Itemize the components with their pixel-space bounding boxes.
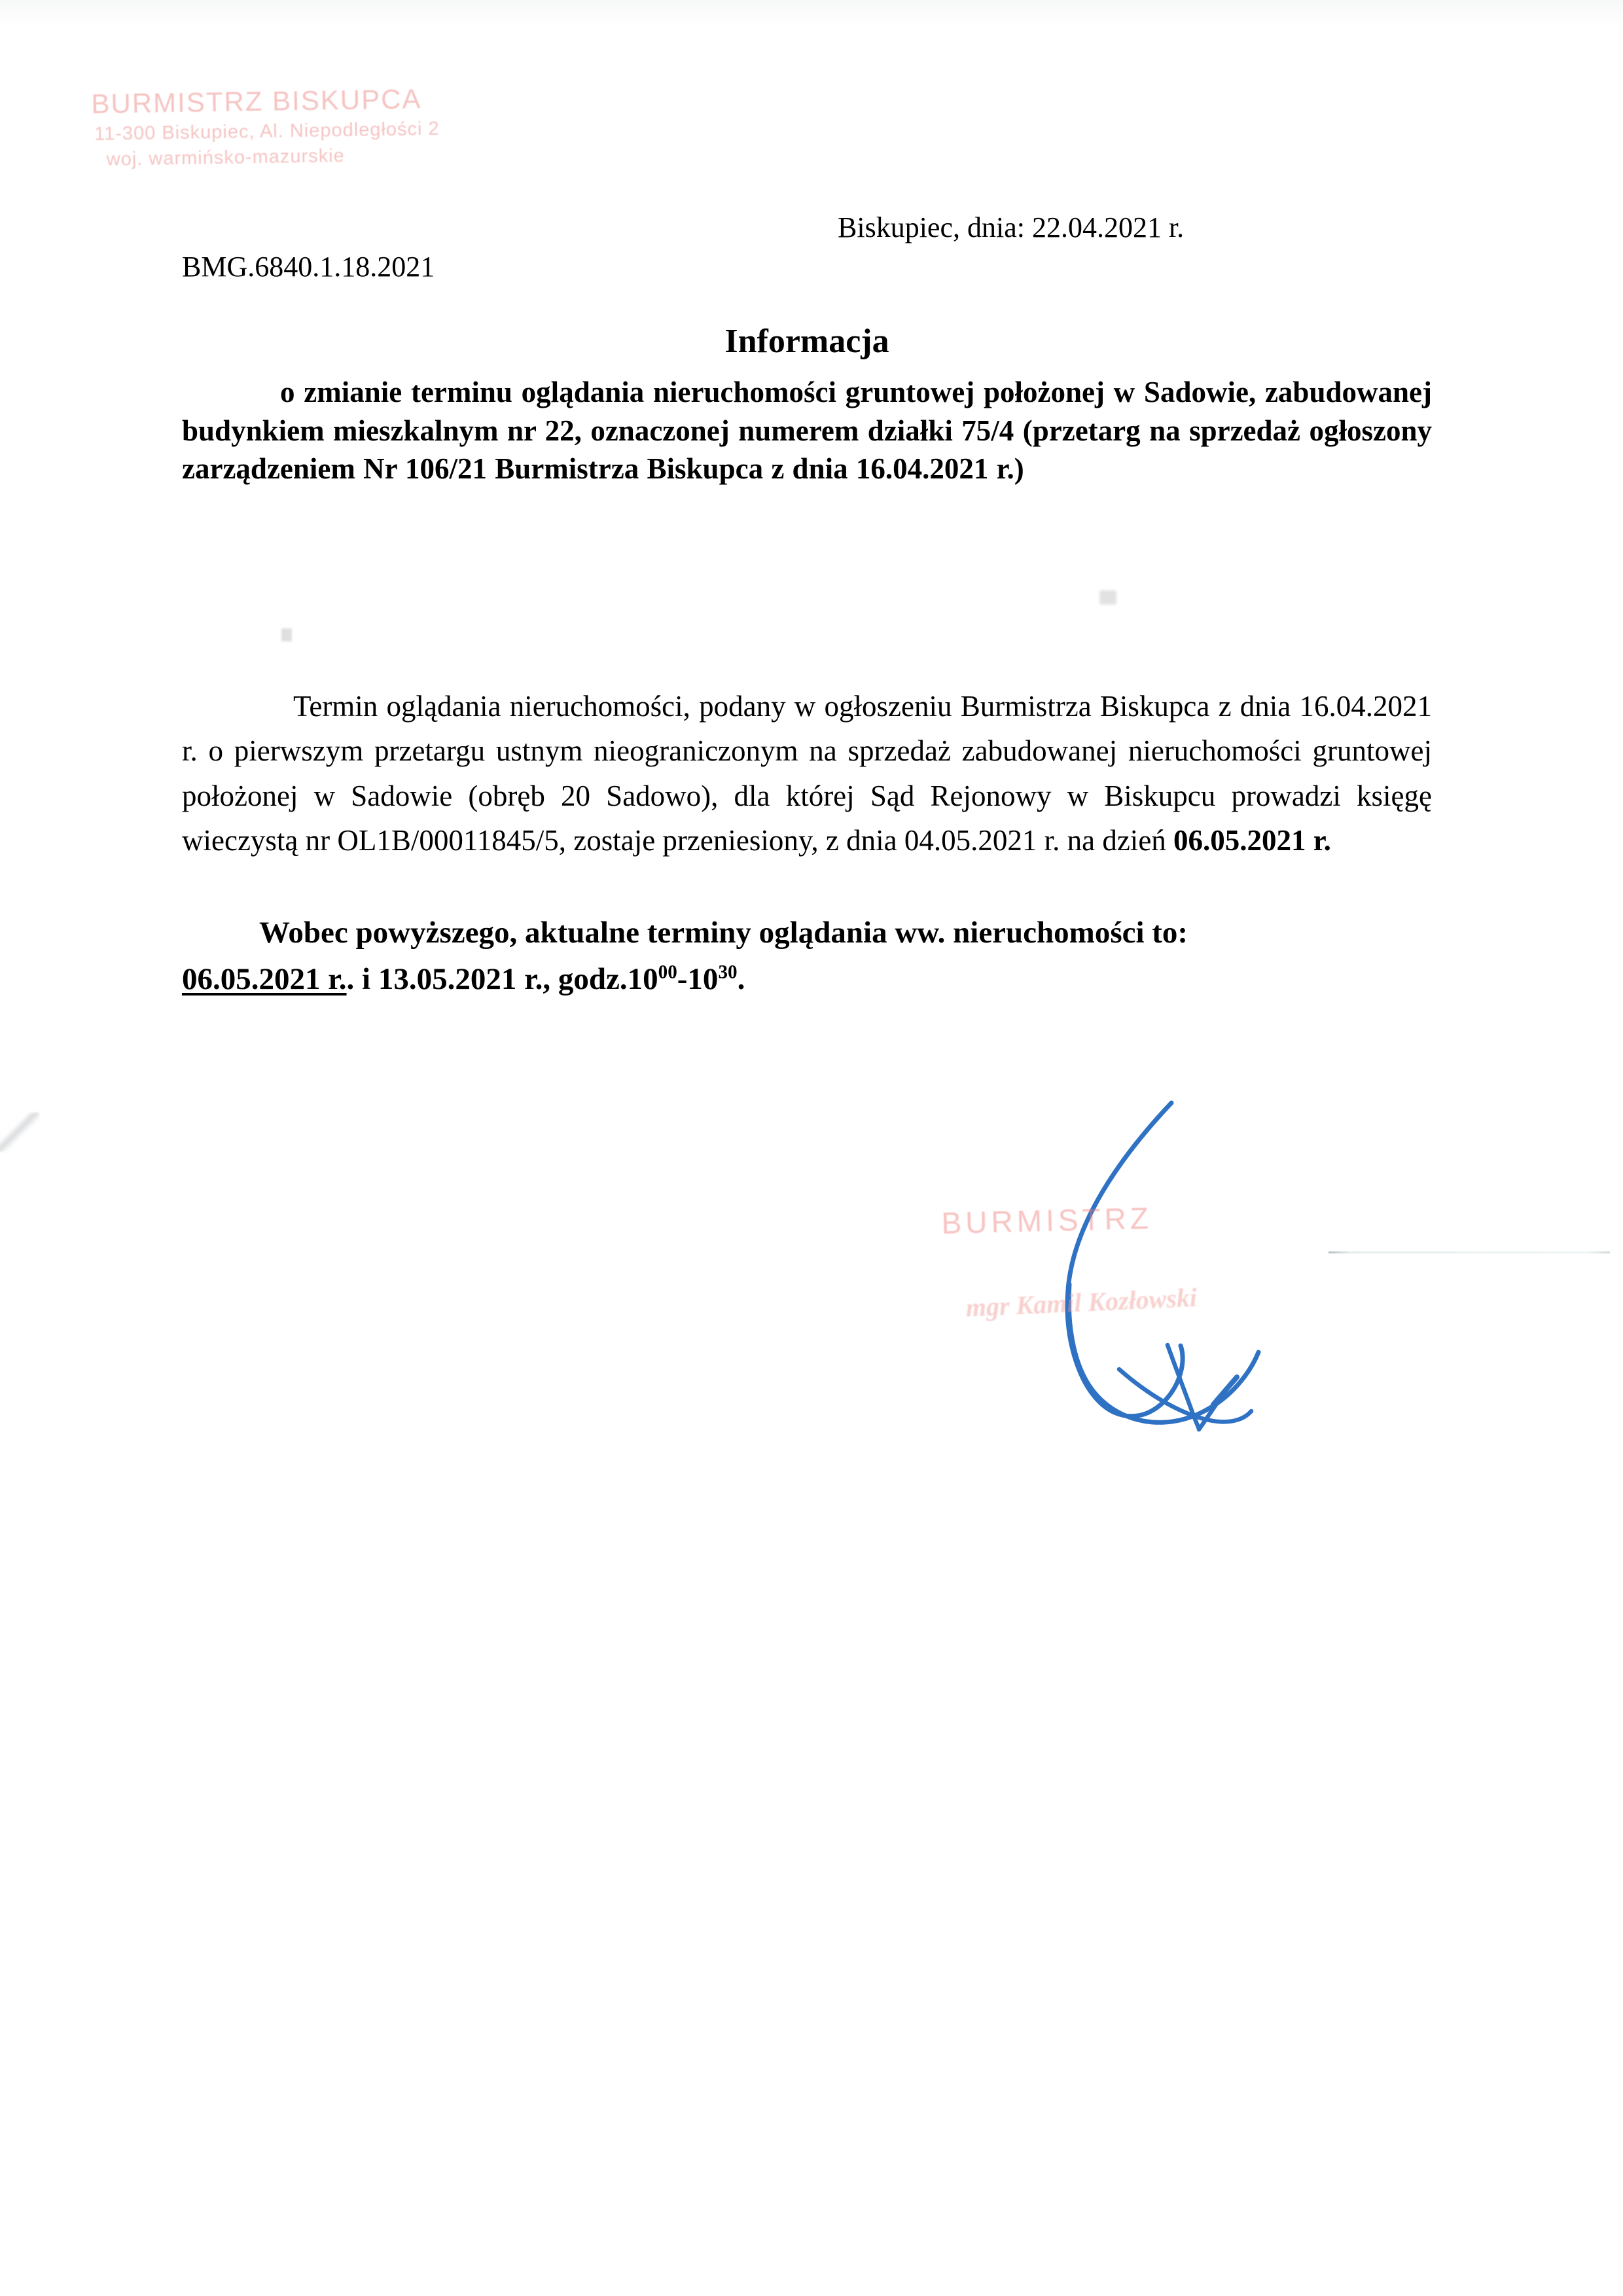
scan-scratch-artifact — [0, 1113, 39, 1152]
signature-stamp-title: BURMISTRZ — [940, 1200, 1153, 1240]
handwritten-signature — [903, 962, 1571, 1479]
new-viewing-date: 06.05.2021 r. — [1173, 824, 1331, 857]
closing-statement: Wobec powyższego, aktualne terminy oglądania ww. nieruchomości to: — [259, 916, 1188, 950]
place-and-date: Biskupiec, dnia: 22.04.2021 r. — [838, 211, 1185, 243]
body-paragraph-1-text: Termin oglądania nieruchomości, podany w ogłoszeniu Burmistrza Biskupca z dnia 16.04.2021 r. o pierwszym przetargu ustnym nieograniczonym na sprzedaż zabudowanej nieruchomości gruntowej położonej w Sadowie (obręb 20 Sadowo), dla której Sąd Rejonowy w Biskupcu prowadzi księgę wieczystą nr OL1B/00011845/5, zostaje przeniesiony, z dnia 04.05.2021 r. na dzień — [182, 690, 1432, 857]
mayor-signature-stamp — [940, 1196, 1310, 1323]
signature-stamp-name: mgr Kamil Kozłowski — [965, 1282, 1198, 1323]
scan-speck-artifact — [1099, 590, 1116, 605]
viewing-date-first: 06.05.2021 r. — [182, 961, 347, 996]
time-end-minutes: 30 — [718, 961, 738, 983]
office-stamp-line-1: BURMISTRZ BISKUPCA — [91, 83, 422, 120]
time-start-minutes: 00 — [658, 961, 677, 983]
signature-area — [903, 962, 1571, 1479]
body-paragraph-1 — [182, 684, 1432, 863]
scan-edge-artifact — [0, 0, 1623, 26]
closing-dates-line — [182, 958, 1432, 1001]
office-stamp-line-3: woj. warmińsko-mazurskie — [106, 145, 345, 170]
scan-speck-artifact — [281, 628, 292, 641]
scan-hairline-artifact — [1329, 1251, 1610, 1253]
viewing-dates-rest: . i 13.05.2021 r., godz.10 — [346, 961, 658, 996]
reference-number: BMG.6840.1.18.2021 — [182, 251, 435, 283]
office-header-stamp — [91, 82, 511, 171]
document-subtitle: o zmianie terminu oglądania nieruchomości gruntowej położonej w Sadowie, zabudowanej budynkiem mieszkalnym nr 22, oznaczonej numerem działki 75/4 (przetarg na sprzedaż ogłoszony zarządzeniem Nr 106/21 Burmistrza Biskupca z dnia 16.04.2021 r.) — [182, 376, 1432, 485]
time-dash: -10 — [677, 961, 719, 996]
closing-paragraph — [182, 911, 1432, 1001]
closing-period: . — [737, 961, 745, 996]
office-stamp-line-2: 11-300 Biskupiec, Al. Niepodległości 2 — [94, 118, 440, 145]
document-title: Informacja — [724, 323, 889, 360]
